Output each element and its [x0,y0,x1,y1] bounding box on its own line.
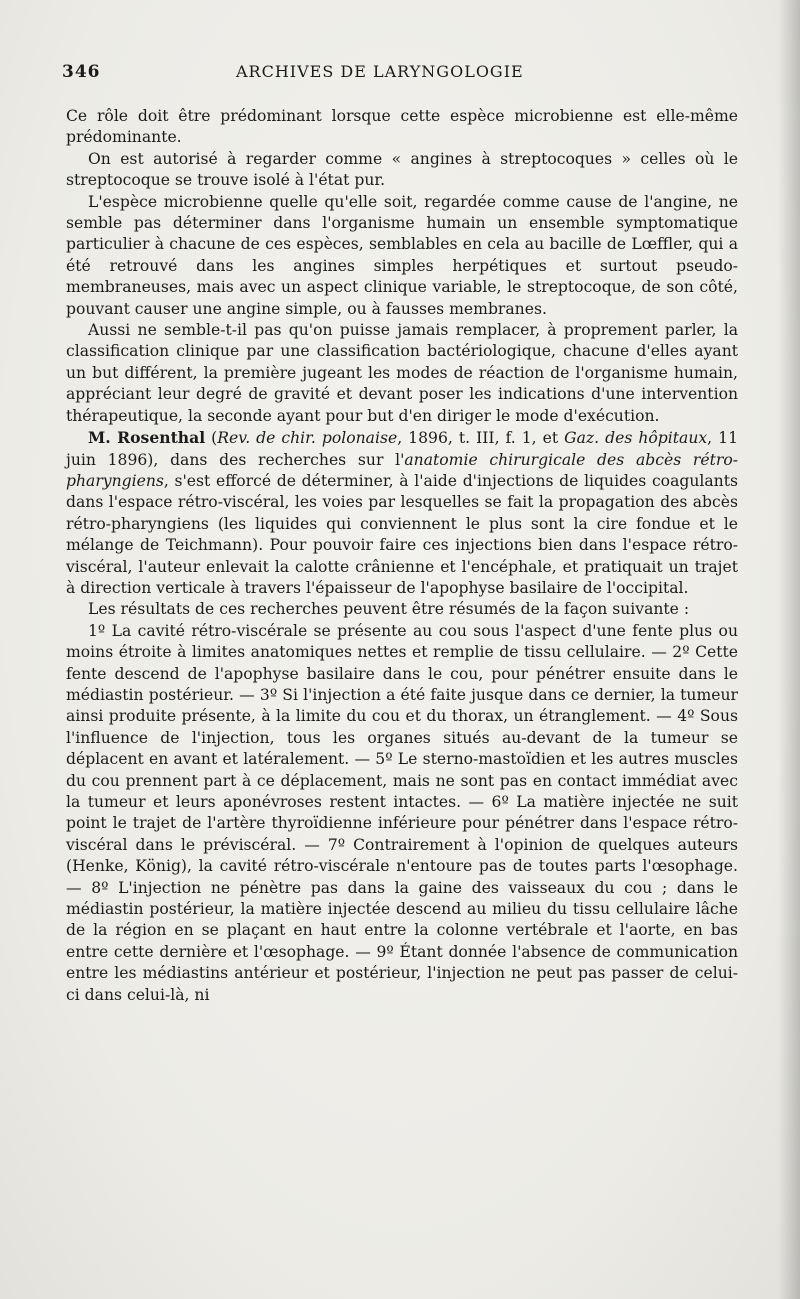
page-header [62,62,762,86]
reference-2: , 11 juin 1896), dans des recherches sur l' [66,429,738,469]
author-name: M. Rosenthal [88,428,206,448]
journal-title-1: Rev. de chir. polonaise [217,429,398,448]
journal-title-2: Gaz. des hôpitaux [564,429,708,448]
body-text [66,106,738,1006]
page-edge-shadow [778,0,800,1299]
page-number: 346 [62,62,101,82]
paragraph-3: L'espèce microbienne quelle qu'elle soit, regardée comme cause de l'angine, ne semble pas déterminer dans l'organisme humain un ensemble symptomatique particulier à chacune de ces espèces, semblables en cela au bacille de Lœffler, qui a été retrouvé dans les angines simples herpétiques et surtout pseudo-membraneuses, mais avec un aspect clinique variable, le streptocoque, de son côté, pouvant causer une angine simple, ou à fausses membranes. [66,192,738,318]
study-subject: anatomie chirurgicale des abcès rétro-pharyngiens [66,450,738,490]
paragraph-2: On est autorisé à regarder comme « angines à streptocoques » celles où le streptocoque se trouve isolé à l'état pur. [66,149,738,190]
running-title: ARCHIVES DE LARYNGOLOGIE [236,62,524,81]
paragraph-5 [66,427,738,599]
paragraph-5-rest: , s'est efforcé de déterminer, à l'aide d'injections de liquides coagulants dans l'espace rétro-viscéral, les voies par lesquelles se fait la propagation des abcès rétro-pharyngiens (les liquides qui conviennent le plus sont la cire fondue et le mélange de Teichmann). Pour pouvoir faire ces injections bien dans l'espace rétro-viscéral, l'auteur enlevait la calotte crânienne et l'encéphale, et pratiquait un trajet à direction verticale à travers l'épaisseur de l'apophyse basilaire de l'occipital. [66,471,738,597]
paragraph-4: Aussi ne semble-t-il pas qu'on puisse jamais remplacer, à proprement parler, la classification clinique par une classification bactériologique, chacune d'elles ayant un but différent, la première jugeant les modes de réaction de l'organisme humain, appréciant leur degré de gravité et devant poser les indications d'une intervention thérapeutique, la seconde ayant pour but d'en diriger le mode d'exécution. [66,321,738,425]
paragraph-1: Ce rôle doit être prédominant lorsque cette espèce microbienne est elle-même prédominante. [66,107,738,147]
paragraph-6: Les résultats de ces recherches peuvent être résumés de la façon suivante : [88,600,690,619]
ref-open: ( [205,429,218,448]
paragraph-7: 1º La cavité rétro-viscérale se présente au cou sous l'aspect d'une fente plus ou moins étroite à limites anatomiques nettes et remplie de tissu cellulaire. — 2º Cette fente descend de l'apophyse basilaire dans le cou, pour pénétrer ensuite dans le médiastin postérieur. — 3º Si l'injection a été faite jusque dans ce dernier, la tumeur ainsi produite présente, à la limite du cou et du thorax, un étranglement. — 4º Sous l'influence de l'injection, tous les organes situés au-devant de la tumeur se déplacent en avant et latéralement. — 5º Le sterno-mastoïdien et les autres muscles du cou prennent part à ce déplacement, mais ne sont pas en contact immédiat avec la tumeur et leurs aponévroses restent intactes. — 6º La matière injectée ne suit point le trajet de l'artère thyroïdienne inférieure pour pénétrer dans l'espace rétro-viscéral dans le préviscéral. — 7º Contrairement à l'opinion de quelques auteurs (Henke, König), la cavité rétro-viscérale n'entoure pas de toutes parts l'œsophage. — 8º L'injection ne pénètre pas dans la gaine des vaisseaux du cou ; dans le médiastin postérieur, la matière injectée descend au milieu du tissu cellulaire lâche de la région en se plaçant en haut entre la colonne vertébrale et l'aorte, en bas entre cette dernière et l'œsophage. — 9º Étant donnée l'absence de communication entre les médiastins antérieur et postérieur, l'injection ne peut pas passer de celui-ci dans celui-là, ni [66,621,738,1004]
reference-1: , 1896, t. III, f. 1, et [397,429,565,448]
